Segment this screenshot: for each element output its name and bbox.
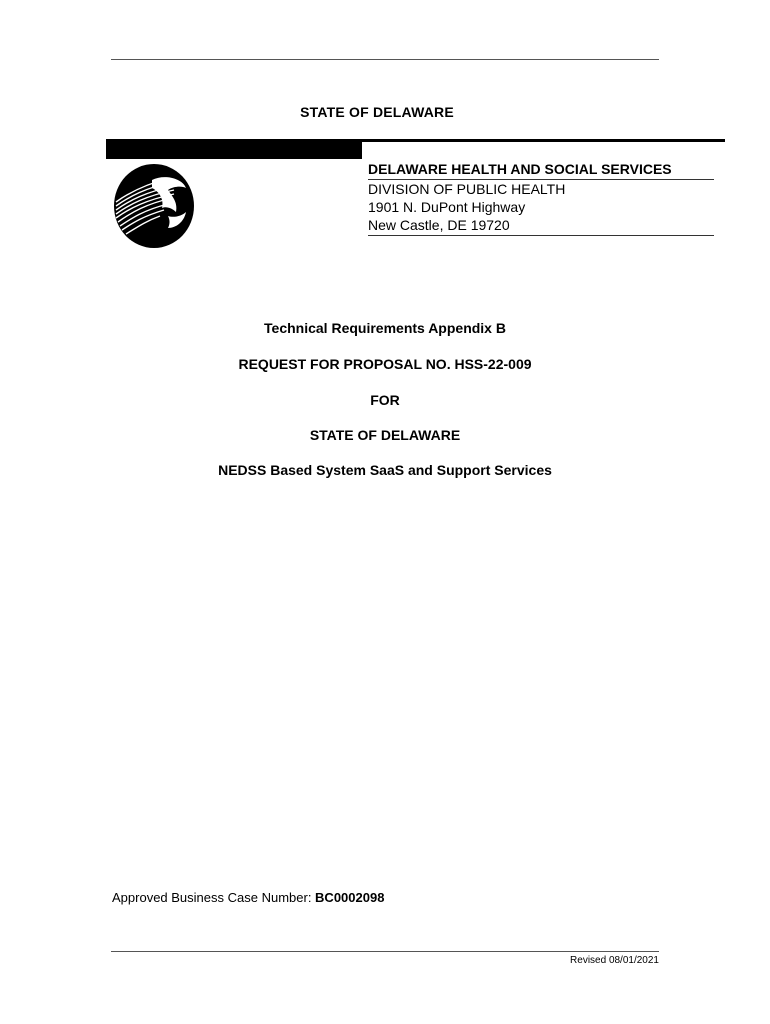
business-case-number: BC0002098 [315, 890, 385, 905]
document-title-text: Technical Requirements Appendix B [264, 320, 506, 336]
state-header-text: STATE OF DELAWARE [300, 104, 454, 120]
address-street: 1901 N. DuPont Highway [368, 199, 526, 215]
state-seal-icon [112, 162, 196, 250]
bottom-divider [111, 951, 659, 952]
top-divider [111, 59, 659, 60]
rfp-number-text: REQUEST FOR PROPOSAL NO. HSS-22-009 [238, 356, 532, 372]
agency-block [368, 160, 714, 236]
business-case-line [112, 890, 384, 905]
project-name-text: NEDSS Based System SaaS and Support Services [218, 462, 552, 478]
state-name-text: STATE OF DELAWARE [309, 427, 461, 443]
for-label-text: FOR [370, 392, 400, 408]
business-case-label: Approved Business Case Number: [112, 890, 316, 905]
address-division: DIVISION OF PUBLIC HEALTH [368, 181, 566, 197]
state-name [0, 427, 770, 443]
state-header [0, 104, 770, 120]
for-label [0, 392, 770, 408]
rfp-number [0, 356, 770, 372]
address-city: New Castle, DE 19720 [368, 217, 510, 233]
agency-address [368, 180, 714, 236]
header-black-bar [106, 141, 362, 159]
document-title [0, 320, 770, 336]
agency-name: DELAWARE HEALTH AND SOCIAL SERVICES [368, 160, 714, 180]
revised-date: Revised 08/01/2021 [570, 955, 659, 966]
project-name [0, 462, 770, 478]
